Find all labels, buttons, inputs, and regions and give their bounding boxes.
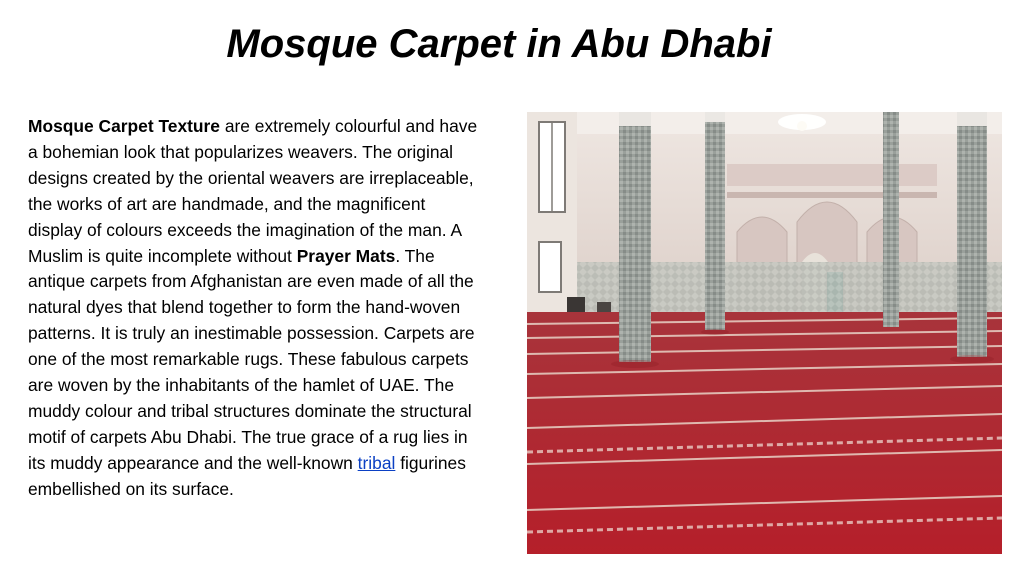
text-segment-1: are extremely colourful and have a bohemian look that popularizes weavers. The original designs created by the oriental weavers are irreplaceable, the works of art are handmade, and the magnificent display of colours exceeds the imagination of the man. A Muslim is quite incomplete without [28, 116, 478, 266]
text-segment-2: . The antique carpets from Afghanistan are even made of all the natural dyes that blend together to form the hand-woven patterns. It is truly an inestimable possession. Carpets are one of the most remarkable rugs. These fabulous carpets are woven by the inhabitants of the hamlet of UAE. The muddy colour and tribal structures dominate the structural motif of carpets Abu Dhabi. The true grace of a rug lies in its muddy appearance and the well-known [28, 245, 475, 473]
mosque-interior-photo [527, 112, 1002, 554]
tribal-link[interactable]: tribal [357, 452, 396, 473]
body-paragraph [28, 114, 480, 503]
bold-phrase-prayer-mats: Prayer Mats [296, 245, 396, 266]
slide-title: Mosque Carpet in Abu Dhabi [226, 22, 772, 66]
bold-phrase-mosque-carpet-texture: Mosque Carpet Texture [28, 116, 220, 136]
text-segment-3: figurines embellished on its surface. [28, 452, 466, 499]
